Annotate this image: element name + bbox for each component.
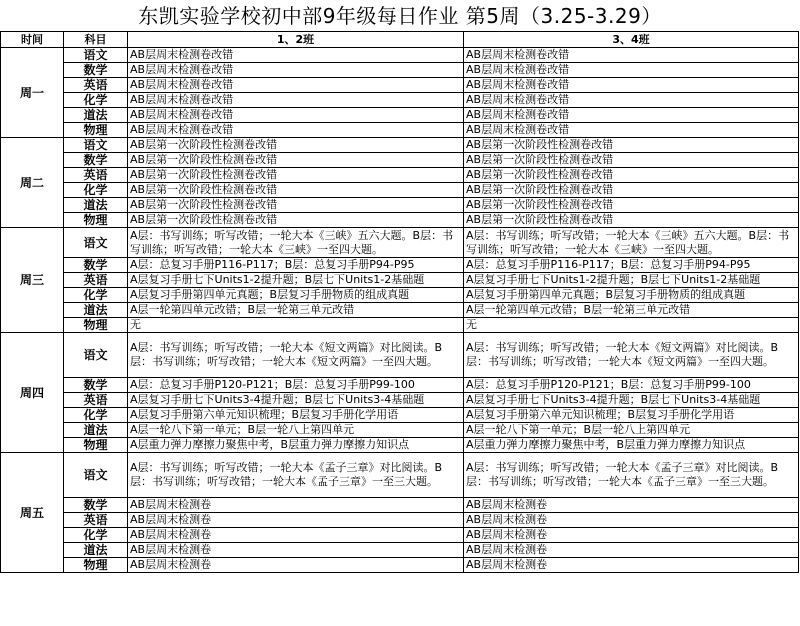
homework-cell-class-1-2: AB层第一次阶段性检测卷改错	[128, 168, 464, 183]
homework-cell-class-3-4: AB层第一次阶段性检测卷改错	[464, 168, 799, 183]
subject-cell: 语文	[64, 138, 128, 153]
table-row	[1, 438, 799, 453]
day-cell: 周四	[1, 333, 64, 453]
homework-cell-class-3-4: A层：书写训练；听写改错；一轮大本《孟子三章》对比阅读。B层：书写训练；听写改错；一轮大本《孟子三章》一至三大题。	[464, 453, 799, 498]
day-cell: 周五	[1, 453, 64, 573]
homework-cell-class-1-2: AB层周末检测卷改错	[128, 108, 464, 123]
table-row	[1, 543, 799, 558]
table-row	[1, 138, 799, 153]
table-row	[1, 393, 799, 408]
subject-cell: 化学	[64, 408, 128, 423]
subject-cell: 英语	[64, 168, 128, 183]
homework-cell-class-1-2: AB层周末检测卷改错	[128, 93, 464, 108]
homework-cell-class-1-2: A层复习手册七下Units3-4提升题；B层七下Units3-4基础题	[128, 393, 464, 408]
subject-cell: 英语	[64, 393, 128, 408]
homework-cell-class-1-2: 无	[128, 318, 464, 333]
homework-cell-class-1-2: A层一轮八下第一单元；B层一轮八上第四单元	[128, 423, 464, 438]
subject-cell: 道法	[64, 198, 128, 213]
day-cell: 周二	[1, 138, 64, 228]
table-row	[1, 558, 799, 573]
header-class-1-2: 1、2班	[128, 32, 464, 48]
header-subject: 科目	[64, 32, 128, 48]
subject-cell: 化学	[64, 183, 128, 198]
homework-cell-class-1-2: AB层周末检测卷改错	[128, 48, 464, 63]
homework-cell-class-1-2: AB层周末检测卷改错	[128, 78, 464, 93]
table-row	[1, 183, 799, 198]
homework-cell-class-1-2: AB层第一次阶段性检测卷改错	[128, 183, 464, 198]
header-class-3-4: 3、4班	[464, 32, 799, 48]
table-row	[1, 303, 799, 318]
homework-cell-class-1-2: AB层周末检测卷改错	[128, 123, 464, 138]
table-row	[1, 513, 799, 528]
subject-cell: 语文	[64, 228, 128, 258]
subject-cell: 英语	[64, 273, 128, 288]
subject-cell: 物理	[64, 213, 128, 228]
table-row	[1, 333, 799, 378]
subject-cell: 英语	[64, 78, 128, 93]
table-row	[1, 213, 799, 228]
homework-cell-class-1-2: A层重力弹力摩擦力聚焦中考，B层重力弹力摩擦力知识点	[128, 438, 464, 453]
homework-cell-class-3-4: AB层周末检测卷改错	[464, 108, 799, 123]
table-row	[1, 78, 799, 93]
subject-cell: 数学	[64, 258, 128, 273]
day-cell: 周三	[1, 228, 64, 333]
table-row	[1, 288, 799, 303]
homework-cell-class-3-4: A层：总复习手册P116-P117；B层：总复习手册P94-P95	[464, 258, 799, 273]
table-row	[1, 228, 799, 258]
day-cell: 周一	[1, 48, 64, 138]
homework-cell-class-3-4: AB层周末检测卷	[464, 543, 799, 558]
homework-cell-class-3-4: A层：书写训练；听写改错；一轮大本《三峡》五六大题。B层：书写训练；听写改错；一轮大本《三峡》一至四大题。	[464, 228, 799, 258]
homework-cell-class-1-2: AB层第一次阶段性检测卷改错	[128, 213, 464, 228]
homework-cell-class-1-2: AB层周末检测卷	[128, 543, 464, 558]
homework-cell-class-1-2: A层复习手册第四单元真题；B层复习手册物质的组成真题	[128, 288, 464, 303]
table-row	[1, 528, 799, 543]
subject-cell: 语文	[64, 453, 128, 498]
homework-cell-class-3-4: AB层周末检测卷	[464, 558, 799, 573]
table-row	[1, 153, 799, 168]
subject-cell: 语文	[64, 48, 128, 63]
homework-table	[0, 31, 799, 573]
table-body	[1, 48, 799, 573]
homework-cell-class-3-4: AB层周末检测卷改错	[464, 63, 799, 78]
homework-cell-class-1-2: AB层周末检测卷	[128, 558, 464, 573]
homework-cell-class-1-2: AB层第一次阶段性检测卷改错	[128, 138, 464, 153]
table-row	[1, 453, 799, 498]
homework-cell-class-3-4: AB层第一次阶段性检测卷改错	[464, 138, 799, 153]
subject-cell: 道法	[64, 303, 128, 318]
homework-cell-class-1-2: A层：书写训练；听写改错；一轮大本《短文两篇》对比阅读。B层：书写训练；听写改错；一轮大本《短文两篇》一至四大题。	[128, 333, 464, 378]
homework-cell-class-1-2: A层：书写训练；听写改错；一轮大本《孟子三章》对比阅读。B层：书写训练；听写改错；一轮大本《孟子三章》一至三大题。	[128, 453, 464, 498]
homework-cell-class-3-4: AB层周末检测卷改错	[464, 93, 799, 108]
subject-cell: 化学	[64, 288, 128, 303]
homework-cell-class-3-4: 无	[464, 318, 799, 333]
header-time: 时间	[1, 32, 64, 48]
homework-cell-class-3-4: AB层第一次阶段性检测卷改错	[464, 198, 799, 213]
homework-cell-class-1-2: AB层周末检测卷	[128, 498, 464, 513]
table-row	[1, 63, 799, 78]
homework-cell-class-1-2: AB层周末检测卷改错	[128, 63, 464, 78]
homework-cell-class-3-4: A层复习手册七下Units3-4提升题；B层七下Units3-4基础题	[464, 393, 799, 408]
table-row	[1, 498, 799, 513]
homework-cell-class-3-4: AB层第一次阶段性检测卷改错	[464, 153, 799, 168]
table-row	[1, 198, 799, 213]
table-row	[1, 108, 799, 123]
homework-cell-class-1-2: A层：总复习手册P116-P117；B层：总复习手册P94-P95	[128, 258, 464, 273]
page-title: 东凯实验学校初中部9年级每日作业 第5周（3.25-3.29）	[138, 4, 662, 28]
homework-cell-class-3-4: A层一轮八下第一单元；B层一轮八上第四单元	[464, 423, 799, 438]
homework-cell-class-1-2: A层：书写训练；听写改错；一轮大本《三峡》五六大题。B层：书写训练；听写改错；一轮大本《三峡》一至四大题。	[128, 228, 464, 258]
table-row	[1, 378, 799, 393]
homework-cell-class-3-4: AB层周末检测卷改错	[464, 123, 799, 138]
table-row	[1, 273, 799, 288]
header-row	[1, 32, 799, 48]
table-row	[1, 258, 799, 273]
homework-cell-class-3-4: A层复习手册第六单元知识梳理；B层复习手册化学用语	[464, 408, 799, 423]
subject-cell: 数学	[64, 378, 128, 393]
subject-cell: 数学	[64, 63, 128, 78]
table-row	[1, 168, 799, 183]
table-row	[1, 318, 799, 333]
homework-cell-class-3-4: AB层第一次阶段性检测卷改错	[464, 183, 799, 198]
homework-cell-class-3-4: AB层周末检测卷	[464, 498, 799, 513]
subject-cell: 化学	[64, 93, 128, 108]
table-row	[1, 123, 799, 138]
subject-cell: 物理	[64, 558, 128, 573]
homework-cell-class-3-4: A层重力弹力摩擦力聚焦中考，B层重力弹力摩擦力知识点	[464, 438, 799, 453]
homework-cell-class-3-4: A层复习手册七下Units1-2提升题；B层七下Units1-2基础题	[464, 273, 799, 288]
homework-cell-class-3-4: AB层周末检测卷改错	[464, 48, 799, 63]
subject-cell: 物理	[64, 123, 128, 138]
subject-cell: 道法	[64, 423, 128, 438]
table-row	[1, 48, 799, 63]
subject-cell: 数学	[64, 153, 128, 168]
subject-cell: 数学	[64, 498, 128, 513]
homework-cell-class-3-4: A层复习手册第四单元真题；B层复习手册物质的组成真题	[464, 288, 799, 303]
table-row	[1, 423, 799, 438]
homework-cell-class-3-4: AB层周末检测卷	[464, 528, 799, 543]
subject-cell: 物理	[64, 438, 128, 453]
subject-cell: 道法	[64, 108, 128, 123]
table-row	[1, 93, 799, 108]
homework-cell-class-3-4: A层：总复习手册P120-P121；B层：总复习手册P99-100	[464, 378, 799, 393]
subject-cell: 英语	[64, 513, 128, 528]
homework-cell-class-3-4: AB层周末检测卷改错	[464, 78, 799, 93]
homework-cell-class-1-2: A层复习手册七下Units1-2提升题；B层七下Units1-2基础题	[128, 273, 464, 288]
subject-cell: 道法	[64, 543, 128, 558]
homework-cell-class-1-2: A层复习手册第六单元知识梳理；B层复习手册化学用语	[128, 408, 464, 423]
homework-cell-class-1-2: AB层周末检测卷	[128, 513, 464, 528]
homework-cell-class-1-2: AB层第一次阶段性检测卷改错	[128, 153, 464, 168]
subject-cell: 化学	[64, 528, 128, 543]
homework-cell-class-3-4: AB层周末检测卷	[464, 513, 799, 528]
homework-cell-class-3-4: AB层第一次阶段性检测卷改错	[464, 213, 799, 228]
homework-cell-class-1-2: A层：总复习手册P120-P121；B层：总复习手册P99-100	[128, 378, 464, 393]
table-row	[1, 408, 799, 423]
subject-cell: 物理	[64, 318, 128, 333]
homework-cell-class-1-2: AB层周末检测卷	[128, 528, 464, 543]
subject-cell: 语文	[64, 333, 128, 378]
homework-cell-class-3-4: A层一轮第四单元改错；B层一轮第三单元改错	[464, 303, 799, 318]
homework-cell-class-1-2: A层一轮第四单元改错；B层一轮第三单元改错	[128, 303, 464, 318]
homework-cell-class-3-4: A层：书写训练；听写改错；一轮大本《短文两篇》对比阅读。B层：书写训练；听写改错；一轮大本《短文两篇》一至四大题。	[464, 333, 799, 378]
homework-cell-class-1-2: AB层第一次阶段性检测卷改错	[128, 198, 464, 213]
